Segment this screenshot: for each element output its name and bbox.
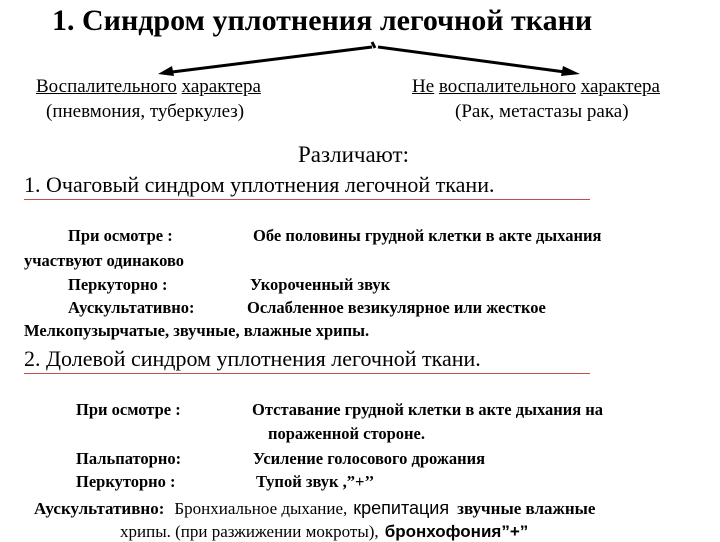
arrow-left-line: [172, 47, 372, 72]
s2-rales-note: хрипы. (при разжижении мокроты),: [120, 522, 379, 541]
s2-auscultation-line1: [34, 498, 595, 519]
category-right-word2: воспалительного: [438, 76, 576, 97]
section2-heading: 2. Долевой синдром уплотнения легочной ткани.: [24, 346, 481, 371]
s2-moist-rales: звучные влажные: [457, 499, 596, 518]
arrow-right-head: [561, 66, 580, 76]
distinguish-label: Различают:: [298, 142, 409, 167]
s1-inspection-value: Обе половины грудной клетки в акте дыхания: [253, 226, 602, 245]
s2-auscultation-label: Аускультативно:: [34, 499, 165, 518]
s2-bronchophony: бронхофония”+”: [384, 522, 529, 541]
s2-palpation-label: Пальпаторно:: [76, 449, 182, 468]
category-left-word2: характера: [181, 76, 261, 97]
s1-auscultation-label: Аускультативно:: [68, 298, 195, 317]
s2-bronchial-breathing: Бронхиальное дыхание,: [174, 499, 348, 518]
section2-underline: [24, 373, 590, 374]
s2-inspection-value-continued: пораженной стороне.: [268, 424, 425, 443]
category-right-word3: характера: [580, 76, 660, 97]
category-inflammatory-examples: (пневмония, туберкулез): [46, 101, 245, 122]
section1-underline: [24, 199, 590, 200]
s1-percussion-label: Перкуторно :: [68, 275, 168, 294]
s2-inspection-value: Отставание грудной клетки в акте дыхания на: [252, 400, 604, 419]
s2-percussion-value: Тупой звук ,”+’’: [256, 472, 375, 491]
s1-inspection-label: При осмотре :: [68, 226, 173, 245]
s2-inspection-label: При осмотре :: [76, 400, 181, 419]
arrow-right-line: [378, 47, 565, 72]
s2-crepitation: крепитация: [353, 498, 450, 518]
arrow-left-head: [158, 66, 174, 76]
s2-percussion-label: Перкуторно :: [76, 472, 176, 491]
category-non-inflammatory: [412, 76, 660, 98]
s1-auscultation-value: Ослабленное везикулярное или жесткое: [247, 298, 546, 317]
s1-percussion-value: Укороченный звук: [250, 275, 391, 294]
arrow-stem: [372, 42, 375, 48]
category-inflammatory: [36, 76, 261, 98]
category-right-word1: Не: [412, 76, 435, 97]
s1-inspection-continued: участвуют одинаково: [24, 251, 185, 270]
slide-title: 1. Синдром уплотнения легочной ткани: [52, 4, 593, 37]
s1-rales: Мелкопузырчатые, звучные, влажные хрипы.: [24, 321, 370, 340]
s2-palpation-value: Усиление голосового дрожания: [253, 449, 486, 468]
section1-heading: 1. Очаговый синдром уплотнения легочной ткани.: [24, 172, 495, 197]
s2-auscultation-line2: [120, 522, 528, 542]
category-left-word1: Воспалительного: [36, 76, 177, 97]
category-non-inflammatory-examples: (Рак, метастазы рака): [455, 101, 629, 122]
